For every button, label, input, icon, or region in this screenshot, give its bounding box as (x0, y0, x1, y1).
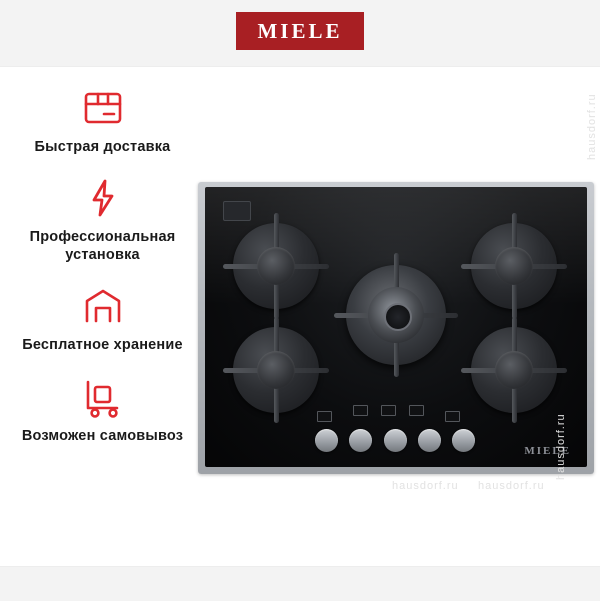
delivery-box-icon (10, 82, 195, 134)
burner-cap (257, 247, 295, 285)
indicator-light (445, 411, 460, 422)
hand-truck-icon (10, 371, 195, 423)
burner-bottom-right (471, 327, 557, 413)
watermark: hausdorf.ru (555, 413, 567, 480)
miele-logo (236, 12, 364, 50)
feature-label: Профессиональная установка (29, 229, 176, 264)
control-knob[interactable] (315, 429, 338, 452)
indicator-light (409, 405, 424, 416)
feature-item-pickup (10, 371, 195, 445)
hob-badge (223, 201, 251, 221)
feature-label: Бесплатное хранение (22, 337, 183, 354)
lightning-bolt-icon (10, 172, 195, 224)
features-list (10, 82, 195, 461)
burner-indicators (317, 405, 473, 423)
warehouse-icon (10, 280, 195, 332)
burner-center-wok (346, 265, 446, 365)
feature-item-installation (10, 172, 195, 264)
hob-frame (198, 182, 594, 474)
burner-bottom-left (233, 327, 319, 413)
product-image (198, 182, 594, 474)
burner-cap (257, 351, 295, 389)
wok-flame-core (384, 303, 412, 331)
control-knob[interactable] (418, 429, 441, 452)
hob-brand-mark: MIELE (524, 445, 571, 457)
burner-top-right (471, 223, 557, 309)
control-knob[interactable] (452, 429, 475, 452)
indicator-light (353, 405, 368, 416)
indicator-light (317, 411, 332, 422)
indicator-light (381, 405, 396, 416)
burner-top-left (233, 223, 319, 309)
feature-item-storage (10, 280, 195, 354)
header-bar (0, 0, 600, 67)
control-knobs (315, 427, 475, 453)
footer-bar (0, 566, 600, 601)
watermark: hausdorf.ru (478, 480, 545, 492)
watermark: hausdorf.ru (392, 480, 459, 492)
feature-label: Быстрая доставка (34, 139, 171, 155)
brand-logo-text: MIELE (257, 18, 343, 43)
control-knob[interactable] (384, 429, 407, 452)
control-knob[interactable] (349, 429, 372, 452)
hob-glass-surface (205, 187, 587, 467)
feature-label: Возможен самовывоз (21, 427, 184, 444)
burner-cap (495, 247, 533, 285)
burner-cap (495, 351, 533, 389)
watermark: hausdorf.ru (586, 93, 598, 160)
wok-inner-ring (368, 287, 424, 343)
feature-item-delivery (10, 82, 195, 156)
